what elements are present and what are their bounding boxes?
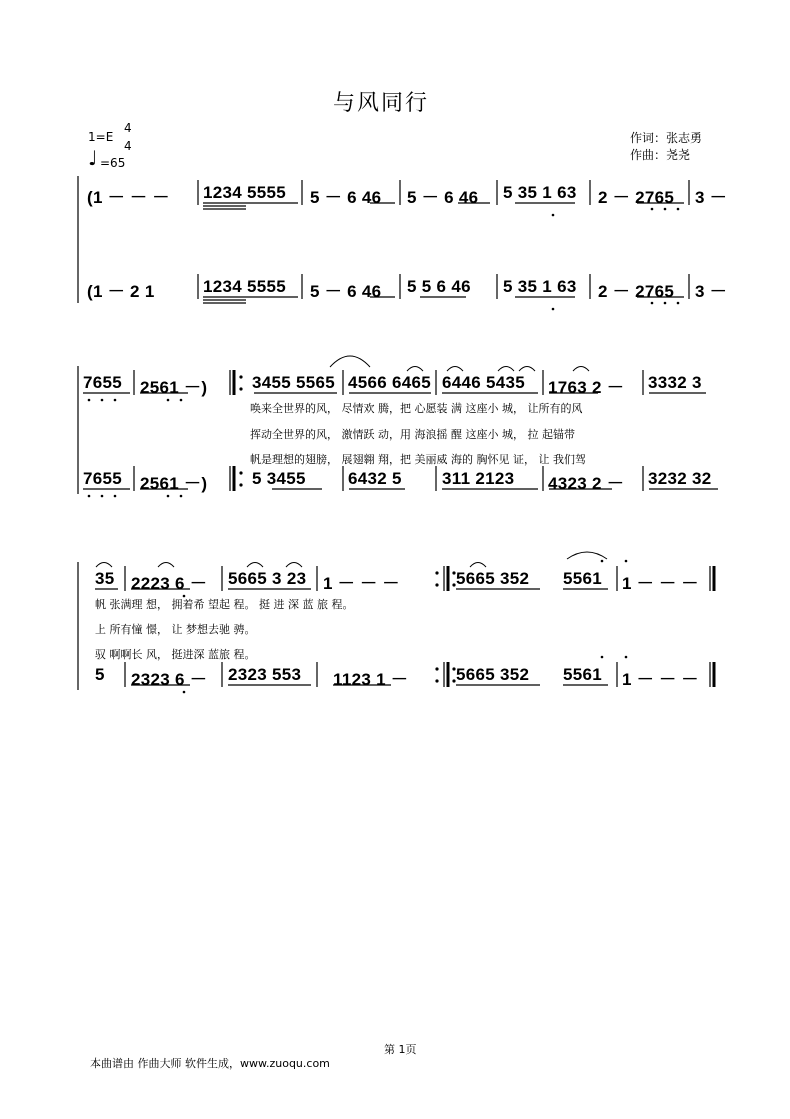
notation-measure: 7655 [83, 373, 123, 392]
notation-measure: (1 － － － [87, 188, 170, 207]
notation-measure: 5665 352 [456, 569, 530, 588]
notation-measure: 5 35 1 63 [503, 277, 577, 296]
notation-measure: 5665 3 23 [228, 569, 307, 588]
notation-measure: (1 － 2 1 [87, 282, 155, 301]
notation-measure: 3 － [695, 188, 728, 207]
notation-measure: 1763 2 － [548, 378, 625, 397]
lyric-line: 挥动全世界的风， 激情跃 动，用 海浪摇 醒 这座小 城， 拉 起锚带 [250, 428, 575, 441]
notation-measure: 4323 2 － [548, 474, 625, 493]
notation-measure: 2 － 2765 [598, 188, 675, 207]
time-signature-bottom: 4 [124, 139, 132, 153]
notation-measure: 5 [95, 665, 105, 684]
notation-measure: 1123 1 － [333, 670, 409, 689]
notation-measure: 6432 5 [348, 469, 402, 488]
lyric-line: 帆 张满理 想， 拥着希 望起 程。 挺 进 深 蓝 旅 程。 [95, 598, 354, 611]
page-number: 第 1页 [384, 1043, 417, 1056]
notation-measure: 1 － － － [323, 574, 400, 593]
notation-measure: 1 － － － [622, 670, 699, 689]
notation-measure: 1234 5555 [203, 277, 287, 296]
notation-measure: 2 － 2765 [598, 282, 675, 301]
notation-measure: 5 － 6 46 [310, 188, 382, 207]
page-title: 与风同行 [333, 91, 430, 116]
composer-credit: 作曲：尧尧 [630, 148, 691, 162]
notation-measure: 2223 6 － [131, 574, 208, 593]
lyric-line: 帆是理想的翅膀， 展翅翱 翔，把 美丽威 海的 胸怀见 证， 让 我们驾 [250, 453, 586, 466]
footer-credit: 本曲谱由 作曲大师 软件生成，www.zuoqu.com [90, 1057, 330, 1070]
notation-measure: 3332 3 [648, 373, 702, 392]
notation-measure: 5561 [563, 665, 603, 684]
notation-measure: 5 5 6 46 [407, 277, 471, 296]
lyricist-credit: 作词：张志勇 [630, 131, 703, 145]
notation-measure: 5665 352 [456, 665, 530, 684]
notation-measure: 1234 5555 [203, 183, 287, 202]
notation-measure: 5 3455 [252, 469, 306, 488]
time-signature-top: 4 [124, 121, 132, 135]
notation-measure: 35 [95, 569, 115, 588]
quarter-note-icon: ♩ [88, 146, 98, 170]
notation-measure: 5561 [563, 569, 603, 588]
lyric-line: 上 所有憧 憬， 让 梦想去驰 骋。 [95, 623, 256, 636]
key-signature: 1=E [88, 130, 114, 144]
notation-measure: 7655 [83, 469, 123, 488]
notation-measure: 5 35 1 63 [503, 183, 577, 202]
notation-measure: 2323 553 [228, 665, 302, 684]
notation-measure: 311 2123 [442, 469, 515, 488]
notation-measure: 5 － 6 46 [310, 282, 382, 301]
notation-measure: 2323 6 － [131, 670, 208, 689]
notation-measure: 3 － [695, 282, 728, 301]
notation-measure: 5 － 6 46 [407, 188, 479, 207]
lyric-line: 驭 啊啊长 风， 挺进深 蓝旅 程。 [95, 648, 256, 661]
tempo-marking: =65 [100, 156, 126, 170]
notation-measure: 4566 6465 [348, 373, 432, 392]
lyric-line: 唤来全世界的风， 尽情欢 腾，把 心愿装 满 这座小 城， 让所有的风 [250, 402, 583, 415]
notation-measure: 2561 －) [140, 474, 208, 493]
notation-measure: 6446 5435 [442, 373, 526, 392]
notation-measure: 3455 5565 [252, 373, 336, 392]
notation-measure: 1 － － － [622, 574, 699, 593]
notation-measure: 3232 32 [648, 469, 712, 488]
notation-measure: 2561 －) [140, 378, 208, 397]
